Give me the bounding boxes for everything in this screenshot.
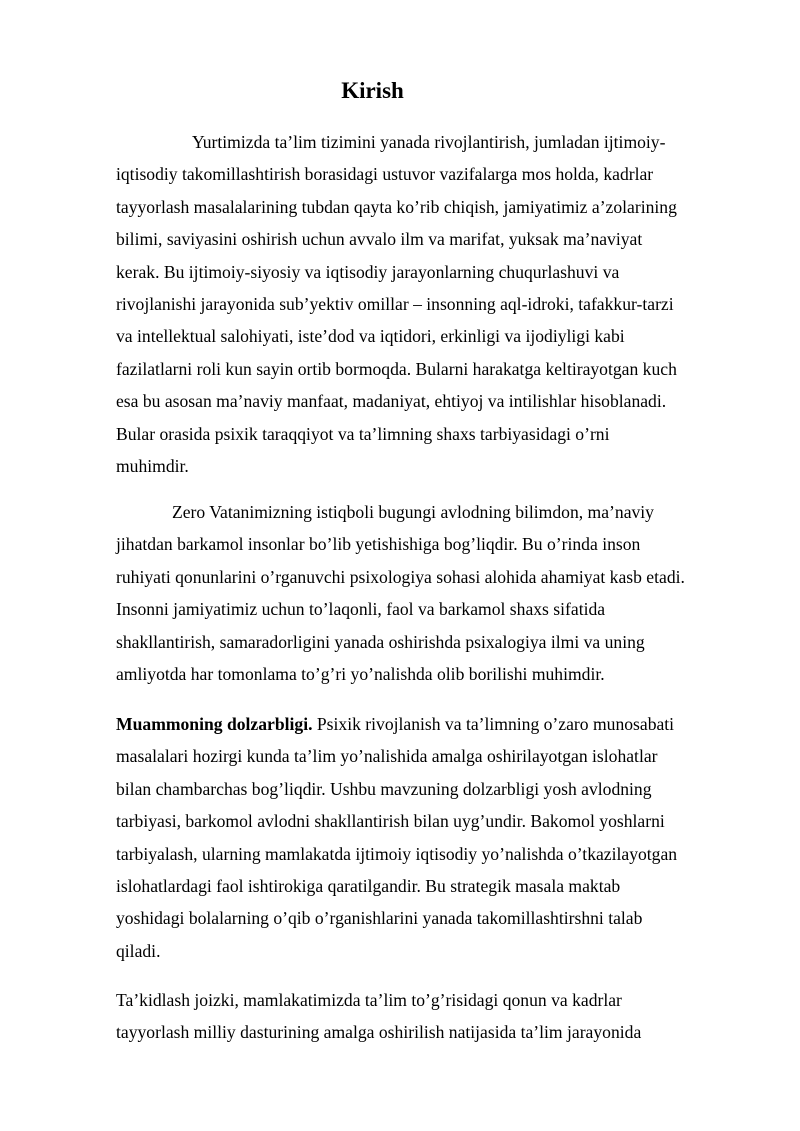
paragraph-line-rest: Psixik rivojlanish va ta’limning o’zaro munosabati — [312, 714, 675, 734]
paragraph-line: iqtisodiy takomillashtirish borasidagi ustuvor vazifalarga mos holda, kadrlar — [116, 164, 654, 185]
paragraph-line: tayyorlash masalalarining tubdan qayta ko’rib chiqish, jamiyatimiz a’zolarining — [116, 196, 677, 217]
paragraph-line: qiladi. — [116, 940, 161, 961]
paragraph-line-first — [116, 708, 716, 740]
paragraph-line: Yurtimizda ta’lim tizimini yanada rivojlantirish, jumladan ijtimoiy- — [192, 132, 666, 152]
section-lead-heading: Muammoning dolzarbligi. — [116, 714, 313, 734]
paragraph-line: tarbiyasi, barkomol avlodni shakllantirish bilan uyg’undir. Bakomol yoshlarni — [116, 811, 665, 832]
paragraph-line: amliyotda har tomonlama to’g’ri yo’nalishda olib borilishi muhimdir. — [116, 663, 605, 684]
paragraph-line: muhimdir. — [116, 455, 189, 476]
paragraph-line: ruhiyati qonunlarini o’rganuvchi psixologiya sohasi alohida ahamiyat kasb etadi. — [116, 566, 685, 587]
paragraph-line: rivojlanishi jarayonida sub’yektiv omillar – insonning aql-idroki, tafakkur-tarzi — [116, 293, 674, 314]
paragraph-line: tarbiyalash, ularning mamlakatda ijtimoiy iqtisodiy yo’nalishda o’tkazilayotgan — [116, 843, 678, 864]
paragraph-line: islohatlardagi faol ishtirokiga qaratilgandir. Bu strategik masala maktab — [116, 875, 621, 896]
paragraph-dolzarblik — [116, 708, 716, 967]
paragraph-line: jihatdan barkamol insonlar bo’lib yetishishiga bog’liqdir. Bu o’rinda inson — [116, 534, 641, 555]
paragraph-intro — [116, 126, 716, 482]
paragraph-line: kerak. Bu ijtimoiy-siyosiy va iqtisodiy jarayonlarning chuqurlashuvi va — [116, 261, 620, 282]
paragraph-line: Insonni jamiyatimiz uchun to’laqonli, faol va barkamol shaxs sifatida — [116, 599, 606, 620]
paragraph-line: bilan chambarchas bog’liqdir. Ushbu mavzuning dolzarbligi yosh avlodning — [116, 778, 652, 799]
paragraph-line: esa bu asosan ma’naviy manfaat, madaniyat, ehtiyoj va intilishlar hisoblanadi. — [116, 391, 667, 412]
paragraph-line: tayyorlash milliy dasturining amalga oshirilish natijasida ta’lim jarayonida — [116, 1022, 642, 1043]
paragraph-line: yoshidagi bolalarning o’qib o’rganishlarini yanada takomillashtirshni talab — [116, 908, 643, 929]
paragraph-takidlash — [116, 984, 716, 1049]
paragraph-line: bilimi, saviyasini oshirish uchun avvalo ilm va marifat, yuksak ma’naviyat — [116, 229, 643, 250]
paragraph-line: Ta’kidlash joizki, mamlakatimizda ta’lim to’g’risidagi qonun va kadrlar — [116, 990, 622, 1010]
paragraph-line: va intellektual salohiyati, iste’dod va iqtidori, erkinligi va ijodiyligi kabi — [116, 326, 625, 347]
paragraph-line: Zero Vatanimizning istiqboli bugungi avlodning bilimdon, ma’naviy — [172, 502, 654, 522]
page-title: Kirish — [341, 78, 404, 103]
paragraph-vatan — [116, 496, 716, 690]
paragraph-line: shakllantirish, samaradorligini yanada oshirishda psixalogiya ilmi va uning — [116, 631, 645, 652]
paragraph-line: masalalari hozirgi kunda ta’lim yo’nalishida amalga oshirilayotgan islohatlar — [116, 746, 658, 767]
paragraph-line: fazilatlarni roli kun sayin ortib bormoqda. Bularni harakatga keltirayotgan kuch — [116, 358, 677, 379]
paragraph-line: Bular orasida psixik taraqqiyot va ta’limning shaxs tarbiyasidagi o’rni — [116, 423, 610, 444]
